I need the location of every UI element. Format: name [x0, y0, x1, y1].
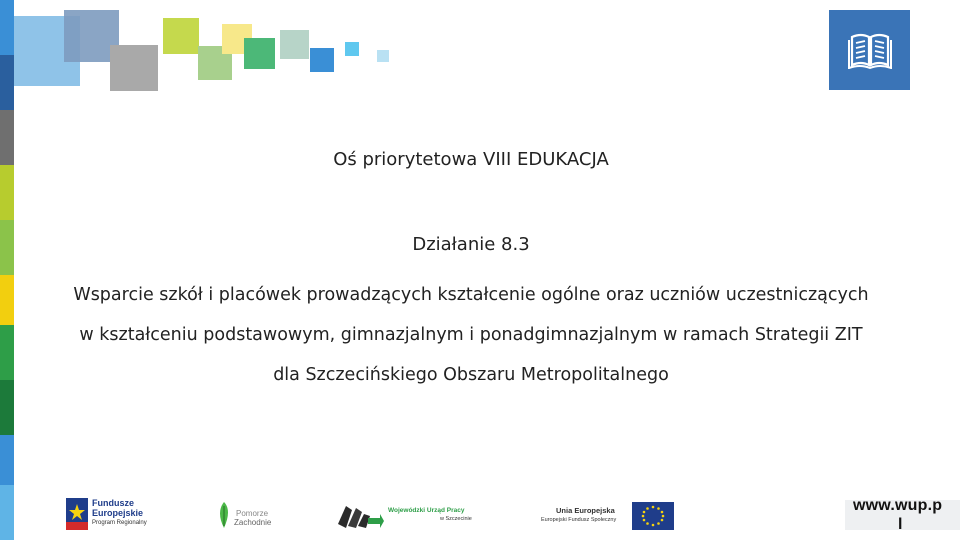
- stripe-light-blue: [0, 485, 14, 540]
- website-url[interactable]: www.wup.p: [853, 497, 943, 514]
- fe-logo-line3: Program Regionalny: [92, 520, 147, 526]
- description-line-2: w kształceniu podstawowym, gimnazjalnym i ponadgimnazjalnym w ramach Strategii ZIT: [79, 325, 863, 345]
- pomorze-leaf-icon: [214, 500, 234, 530]
- book-icon-tile: [829, 10, 910, 90]
- eu-flag-icon: [632, 502, 674, 530]
- fe-logo-line2: Europejskie: [92, 508, 144, 518]
- mosaic-square: [345, 42, 359, 56]
- stripe-lime: [0, 165, 14, 220]
- mosaic-square: [377, 50, 389, 62]
- mosaic-square: [244, 38, 275, 69]
- ue-logo-line2: Europejski Fundusz Społeczny: [541, 517, 617, 523]
- ue-logo-line1: Unia Europejska: [556, 506, 615, 515]
- stripe-blue: [0, 0, 14, 55]
- description-line-3: dla Szczecińskiego Obszaru Metropolitalnego: [273, 365, 669, 385]
- stripe-yellow: [0, 275, 14, 325]
- stripe-dark-blue: [0, 55, 14, 110]
- open-book-icon: [848, 31, 892, 69]
- mosaic-square: [163, 18, 199, 54]
- stripe-dark-green: [0, 380, 14, 435]
- wup-logo-line1: Wojewódzki Urząd Pracy: [388, 507, 465, 514]
- fundusze-europejskie-logo: [66, 496, 166, 532]
- left-color-stripe: [0, 0, 14, 540]
- description-line-1: Wsparcie szkół i placówek prowadzących kształcenie ogólne oraz uczniów uczestniczących: [73, 285, 869, 305]
- mosaic-square: [280, 30, 309, 59]
- fe-logo-line1: Fundusze: [92, 498, 134, 508]
- slide-title: Oś priorytetowa VIII EDUKACJA: [333, 149, 609, 170]
- stripe-blue-lower: [0, 435, 14, 485]
- wup-logo: [336, 500, 486, 530]
- pomorze-logo-line2: Zachodnie: [234, 518, 272, 527]
- unia-europejska-logo: [540, 500, 675, 532]
- stripe-green: [0, 325, 14, 380]
- website-url-continued[interactable]: l: [898, 516, 903, 533]
- mosaic-square: [110, 45, 158, 91]
- wup-logo-line2: w Szczecinie: [440, 516, 472, 522]
- wup-blocks-icon: [336, 500, 384, 530]
- pomorze-logo-line1: Pomorze: [236, 509, 269, 518]
- fe-star-flag-icon: [66, 496, 88, 532]
- slide-subtitle: Działanie 8.3: [412, 234, 530, 255]
- mosaic-square: [310, 48, 334, 72]
- pomorze-zachodnie-logo: [214, 500, 284, 532]
